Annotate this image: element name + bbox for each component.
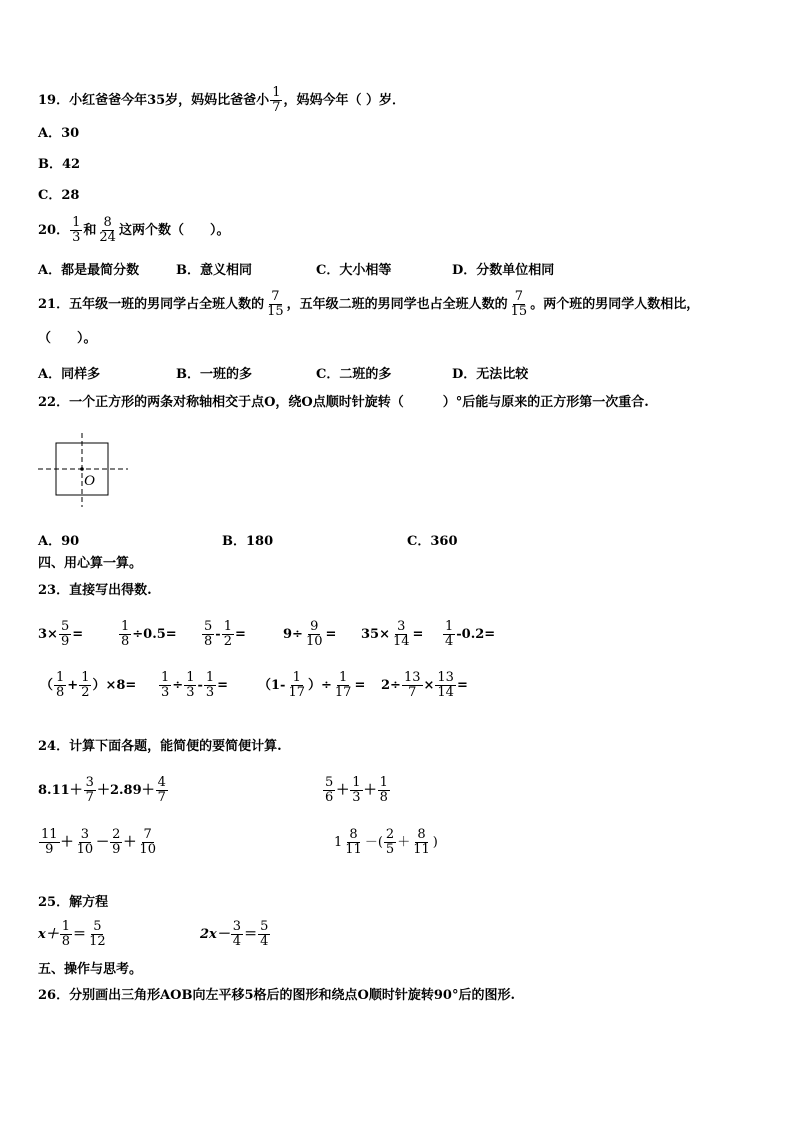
fraction: $\frac{1}{3}$ (161, 670, 170, 700)
expr-23-3: $\frac{5}{8}$ - $\frac{1}{2}$ = (204, 619, 246, 649)
point-o-label: O (84, 473, 95, 489)
fraction: $\frac{1}{8}$ (379, 775, 388, 805)
question-23: 23．直接写出得数. (38, 583, 152, 598)
fraction: $\frac{1}{17}$ (288, 670, 305, 700)
fraction: $\frac{8}{24}$ (99, 215, 116, 245)
expr-24-3: $\frac{11}{9}$ ＋ $\frac{3}{10}$ － $\frac{2}{9}$ ＋ $\frac{7}{10}$ (41, 827, 156, 857)
fraction: $\frac{8}{11}$ (413, 827, 430, 857)
fraction: $\frac{1}{3}$ (72, 215, 81, 245)
section-5-heading: 五、操作与思考。 (38, 962, 143, 977)
square-symmetry-figure (36, 433, 130, 509)
fraction: $\frac{5}{12}$ (89, 919, 106, 949)
fraction: $\frac{1}{7}$ (272, 85, 281, 115)
option-c[interactable]: C．大小相等 (316, 263, 392, 278)
question-21: 21．五年级一班的男同学占全班人数的 $\frac{7}{15}$ ，五年级二班的男同学也占全班人数的 $\frac{7}{15}$ 。两个班的男同学人数相比， (38, 289, 700, 319)
option-b[interactable]: B．180 (222, 534, 274, 549)
option-a[interactable]: A．30 (38, 126, 80, 141)
expr-23-6: $\frac{1}{4}$ -0.2= (445, 619, 496, 649)
question-24: 24．计算下面各题，能简便的要简便计算. (38, 739, 282, 754)
fraction: $\frac{13}{7}$ (403, 670, 421, 700)
expr-23-2: $\frac{1}{8}$ ÷0.5= (121, 619, 177, 649)
fraction: $\frac{1}{3}$ (352, 775, 361, 805)
option-a[interactable]: A．都是最简分数 (38, 263, 140, 278)
fraction: $\frac{5}{8}$ (204, 619, 213, 649)
fraction: $\frac{3}{10}$ (76, 827, 94, 857)
expr-23-1: 3× $\frac{5}{9}$ = (38, 619, 84, 649)
fraction: $\frac{4}{7}$ (157, 775, 166, 805)
expr-23-10: 2÷ $\frac{13}{7}$ × $\frac{13}{14}$ = (381, 670, 468, 700)
fraction: $\frac{1}{8}$ (56, 670, 65, 700)
expr-23-4: 9÷ $\frac{9}{10}$ = (283, 619, 337, 649)
expr-24-2: $\frac{5}{6}$ ＋ $\frac{1}{3}$ ＋ $\frac{1}{8}$ (325, 775, 388, 805)
option-a[interactable]: A．同样多 (38, 367, 101, 382)
option-a[interactable]: A．90 (38, 534, 80, 549)
fraction: $\frac{1}{17}$ (334, 670, 352, 700)
fraction: $\frac{5}{4}$ (260, 919, 269, 949)
center-point (80, 467, 84, 471)
fraction: $\frac{5}{9}$ (60, 619, 70, 649)
fraction: $\frac{5}{6}$ (325, 775, 334, 805)
equation-25-2: 2x－ $\frac{3}{4}$ ＝ $\frac{5}{4}$ (200, 919, 269, 949)
question-20: 20． $\frac{1}{3}$ 和 $\frac{8}{24}$ 这两个数（ ）。 (38, 215, 230, 245)
option-b[interactable]: B．42 (38, 157, 81, 172)
fraction: $\frac{9}{10}$ (305, 619, 323, 649)
section-4-heading: 四、用心算一算。 (38, 556, 143, 571)
fraction: $\frac{7}{15}$ (267, 289, 284, 319)
fraction: $\frac{2}{5}$ (385, 827, 395, 857)
fraction: $\frac{1}{2}$ (81, 670, 90, 700)
fraction: $\frac{7}{10}$ (139, 827, 156, 857)
fraction: $\frac{11}{9}$ (41, 827, 58, 857)
option-d[interactable]: D．分数单位相同 (452, 263, 555, 278)
expr-24-1: 8.11＋ $\frac{3}{7}$ ＋2.89＋ $\frac{4}{7}$ (38, 775, 166, 805)
expr-24-4: 1 $\frac{8}{11}$ －( $\frac{2}{5}$ ＋ $\frac{8}{11}$ ) (334, 827, 438, 857)
equation-25-1: x＋ $\frac{1}{8}$ ＝ $\frac{5}{12}$ (38, 919, 106, 949)
expr-23-5: 35× $\frac{3}{14}$ = (361, 619, 424, 649)
option-b[interactable]: B．一班的多 (176, 367, 252, 382)
fraction: $\frac{7}{15}$ (510, 289, 528, 319)
fraction: $\frac{3}{14}$ (392, 619, 410, 649)
question-25: 25．解方程 (38, 895, 109, 910)
question-21-blank: （ ）。 (38, 331, 97, 346)
option-d[interactable]: D．无法比较 (452, 367, 529, 382)
question-26: 26．分别画出三角形AOB向左平移5格后的图形和绕点O顺时针旋转90°后的图形. (38, 988, 515, 1003)
fraction: $\frac{1}{8}$ (121, 619, 130, 649)
fraction: $\frac{2}{9}$ (112, 827, 121, 857)
option-b[interactable]: B．意义相同 (176, 263, 252, 278)
fraction: $\frac{1}{3}$ (186, 670, 195, 700)
fraction: $\frac{8}{11}$ (345, 827, 362, 857)
fraction: $\frac{1}{3}$ (205, 670, 215, 700)
option-c[interactable]: C．28 (38, 188, 80, 203)
fraction: $\frac{1}{8}$ (61, 919, 71, 949)
option-c[interactable]: C．360 (407, 534, 458, 549)
option-c[interactable]: C．二班的多 (316, 367, 392, 382)
question-22: 22．一个正方形的两条对称轴相交于点O，绕O点顺时针旋转（ ）°后能与原来的正方形第一次重合. (38, 395, 649, 410)
expr-23-7: （ $\frac{1}{8}$ + $\frac{1}{2}$ ）×8= (40, 670, 137, 700)
question-19: 19．小红爸爸今年35岁，妈妈比爸爸小 $\frac{1}{7}$ ，妈妈今年（ ）岁． (38, 85, 405, 115)
fraction: $\frac{3}{7}$ (85, 775, 94, 805)
expr-23-8: $\frac{1}{3}$ ÷ $\frac{1}{3}$ - $\frac{1}{3}$ = (161, 670, 229, 700)
fraction: $\frac{13}{14}$ (437, 670, 454, 700)
expr-23-9: （1- $\frac{1}{17}$ ）÷ $\frac{1}{17}$ = (258, 670, 366, 700)
fraction: $\frac{1}{4}$ (445, 619, 454, 649)
fraction: $\frac{1}{2}$ (223, 619, 232, 649)
fraction: $\frac{3}{4}$ (232, 919, 242, 949)
